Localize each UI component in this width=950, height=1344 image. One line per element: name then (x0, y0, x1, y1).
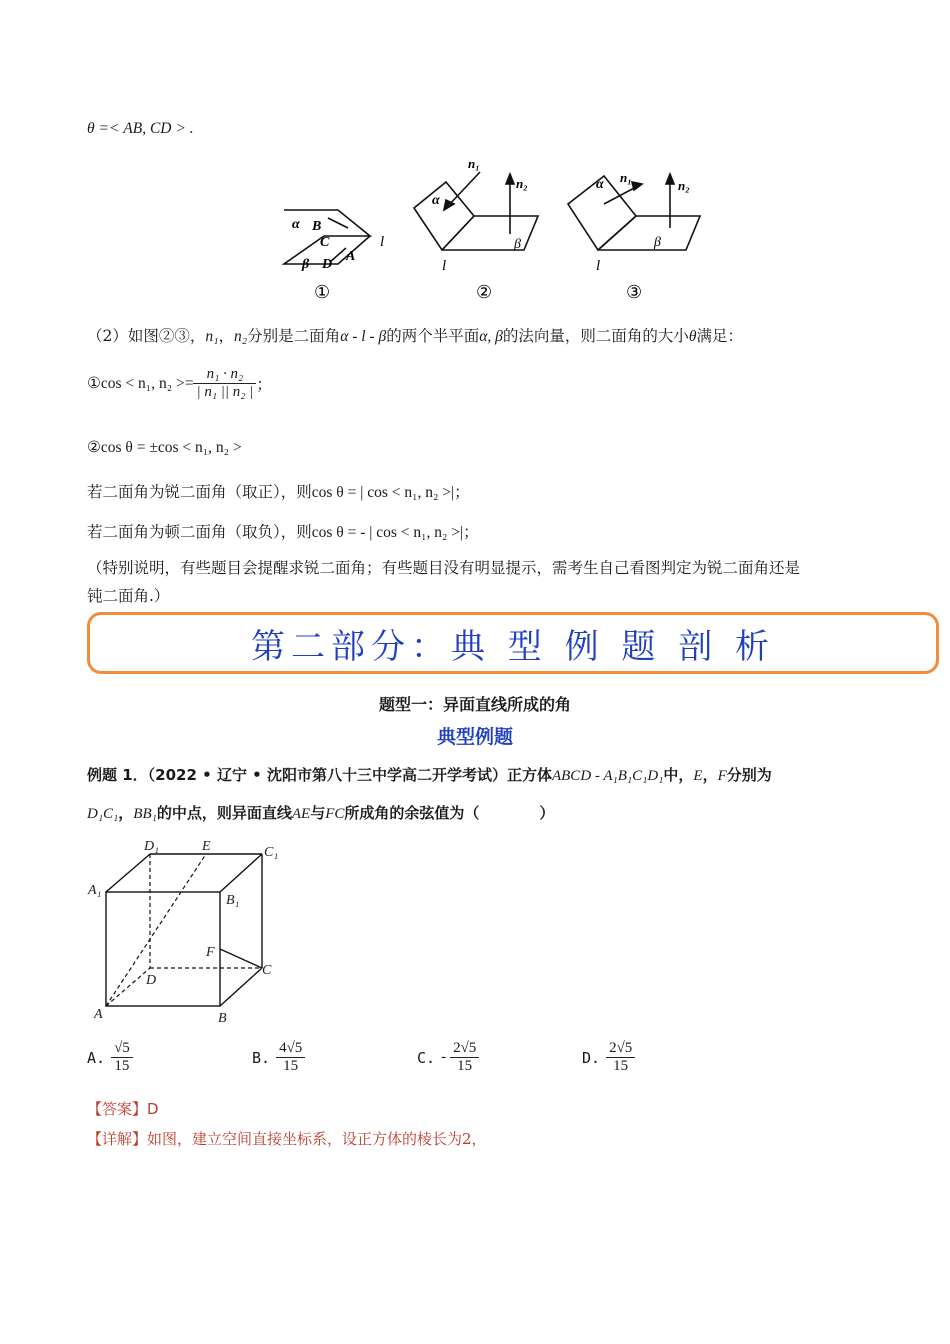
formula1-lead: ①cos < n₁, n₂ >= (87, 375, 194, 392)
example-end: 所成角的余弦值为（ ） (344, 804, 555, 822)
item2-planes: α, β (479, 328, 503, 345)
example-line-1 (87, 764, 772, 785)
option-a-denominator: 15 (114, 1058, 130, 1074)
fig2-n1: n₁ (468, 156, 480, 171)
example-F: F (717, 768, 727, 784)
example-AE: AE (291, 806, 311, 822)
fig3-beta: β (654, 235, 661, 250)
cube-label-C1: C₁ (264, 845, 279, 860)
option-c-fraction (450, 1040, 479, 1075)
fig1-alpha: α (292, 217, 300, 232)
note-line-1: （特别说明，有些题目会提醒求锐二面角；有些题目没有明显提示，需考生自己看图判定为锐二面角还是 (87, 559, 801, 577)
acute-text: 若二面角为锐二面角（取正），则 (87, 483, 312, 501)
fig1-caption: ① (314, 282, 331, 302)
cube-figure (84, 834, 294, 1026)
cube-label-B1: B₁ (226, 893, 240, 908)
cube-label-D1: D₁ (144, 839, 159, 854)
fig3-l: l (596, 258, 601, 274)
cube-label-A: A (94, 1007, 103, 1022)
cube-label-C: C (262, 963, 272, 978)
option-a[interactable] (87, 1040, 133, 1075)
item-2 (87, 324, 743, 346)
option-c-label: C. (417, 1048, 436, 1067)
fig2-caption: ② (476, 282, 493, 302)
item2-sep: ， (218, 327, 235, 345)
section-banner (87, 612, 939, 674)
theta-definition: θ =< AB, CD > . (87, 120, 194, 137)
option-d-denominator: 15 (613, 1058, 629, 1074)
option-d-label: D. (582, 1048, 601, 1067)
formula1-tail: ； (256, 375, 272, 394)
example-comma2: ， (118, 804, 134, 822)
obtuse-case (87, 520, 479, 542)
banner-title: 第二部分：典 型 例 题 剖 析 (250, 626, 776, 667)
formula1-denominator: | n₁ || n₂ | (196, 384, 254, 400)
example-mid3: 的中点，则异面直线 (156, 804, 292, 822)
detail-tag: 【详解】 (87, 1130, 148, 1148)
fig3-n1: n₁ (620, 170, 632, 185)
item2-n1: n₁ (205, 328, 219, 345)
option-a-label: A. (87, 1048, 106, 1067)
option-b[interactable] (252, 1040, 305, 1075)
obtuse-math: cos θ = - | cos < n₁, n₂ >| (311, 524, 464, 541)
option-d[interactable] (582, 1040, 635, 1075)
option-c-numerator: 2√5 (450, 1040, 479, 1058)
example-seg1: D₁C₁ (87, 806, 119, 822)
cube-label-B: B (218, 1011, 227, 1026)
item2-middle2: 的两个半平面 (386, 327, 480, 345)
fig2-n2: n₂ (516, 176, 528, 191)
fig1-A: A (346, 249, 356, 264)
dihedral-figures (270, 152, 710, 302)
fig1-B: B (312, 219, 322, 234)
formula1-fraction (193, 366, 256, 401)
fig1-beta: β (302, 257, 310, 272)
fig2-alpha: α (432, 193, 440, 208)
fig3-alpha: α (596, 177, 604, 192)
example-line-2 (87, 802, 554, 823)
formula-2: ②cos θ = ±cos < n₁, n₂ > (87, 439, 242, 456)
option-b-fraction (276, 1040, 305, 1075)
cube-label-D: D (146, 973, 157, 988)
fig1-D: D (322, 257, 333, 272)
fig2-beta: β (514, 237, 521, 252)
fig3-n2: n₂ (678, 178, 690, 193)
example-mid1: 中， (663, 766, 694, 784)
example-E: E (693, 768, 703, 784)
section-title: 题型一：异面直线所成的角 (378, 695, 571, 714)
example-seg2: BB₁ (133, 806, 157, 822)
item2-theta: θ (688, 328, 697, 345)
formula-1 (87, 366, 272, 401)
option-d-numerator: 2√5 (606, 1040, 635, 1058)
example-FC: FC (325, 806, 345, 822)
option-b-label: B. (252, 1048, 271, 1067)
example-and: 与 (310, 804, 326, 822)
item2-prefix: （2）如图②③， (87, 327, 206, 345)
cube-label-F: F (206, 945, 215, 960)
answer-tag: 【答案】 (87, 1100, 148, 1118)
fig1-l: l (380, 234, 385, 250)
example-cube: ABCD - A₁B₁C₁D₁ (551, 768, 664, 784)
item2-suffix: 的法向量，则二面角的大小 (502, 327, 689, 345)
example-comma: ， (702, 766, 718, 784)
option-c[interactable] (417, 1040, 479, 1075)
note-line-2: 钝二面角.） (87, 587, 170, 605)
formula1-numerator: n₁ · n₂ (193, 366, 256, 384)
option-b-denominator: 15 (283, 1058, 299, 1074)
option-d-fraction (606, 1040, 635, 1075)
item2-end: 满足： (696, 327, 743, 345)
example-mid2: 分别为 (726, 766, 772, 784)
option-a-fraction (111, 1040, 133, 1075)
section-subtitle: 典型例题 (436, 726, 513, 748)
option-a-numerator: √5 (111, 1040, 133, 1058)
acute-tail: ； (454, 483, 470, 501)
fig3-caption: ③ (626, 282, 643, 302)
cube-label-E: E (202, 839, 211, 854)
item2-dihedral: α - l - β (340, 328, 387, 345)
answer-line (87, 1098, 159, 1119)
obtuse-tail: ； (463, 523, 479, 541)
option-c-sign: - (441, 1049, 447, 1065)
answer-value: D (147, 1100, 159, 1118)
option-c-denominator: 15 (457, 1058, 473, 1074)
example-label: 例题 1．（2022 • 辽宁 • 沈阳市第八十三中学高二开学考试）正方体 (87, 766, 552, 784)
acute-math: cos θ = | cos < n₁, n₂ >| (311, 484, 455, 501)
fig1-C: C (320, 235, 330, 250)
detail-text: 如图，建立空间直接坐标系，设正方体的棱长为2， (147, 1130, 487, 1148)
item2-n2: n₂ (234, 328, 248, 345)
acute-case (87, 480, 470, 502)
obtuse-text: 若二面角为顿二面角（取负），则 (87, 523, 312, 541)
cube-label-A1: A₁ (88, 883, 102, 898)
fig2-l: l (442, 258, 447, 274)
option-b-numerator: 4√5 (276, 1040, 305, 1058)
detail-line (87, 1128, 487, 1149)
item2-middle: 分别是二面角 (247, 327, 341, 345)
